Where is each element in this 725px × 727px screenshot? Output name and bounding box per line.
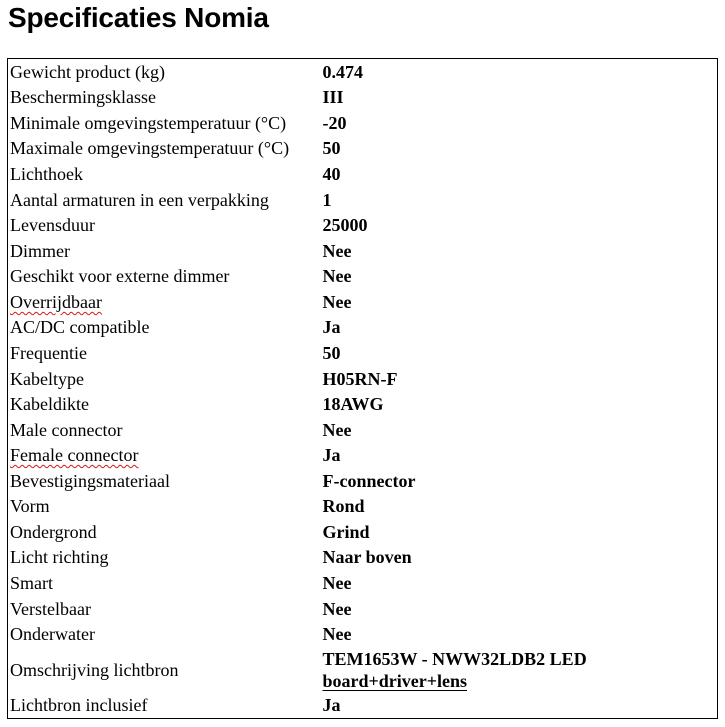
spec-label: Male connector [10, 419, 123, 440]
page-title: Specificaties Nomia [8, 2, 269, 33]
spec-value: Grind [322, 521, 370, 542]
spec-value: Nee [322, 419, 352, 440]
spec-row-shape [8, 494, 718, 520]
spec-value: 40 [322, 164, 341, 185]
spec-value-line-1: TEM1653W - NWW32LDB2 LED [322, 648, 587, 669]
spec-row-mounting-material [8, 468, 718, 494]
spec-value: 50 [322, 138, 341, 159]
spec-label: Onderwater [10, 624, 95, 645]
spec-value: Nee [322, 266, 352, 287]
spec-value: 25000 [322, 215, 368, 236]
spec-row-beam-angle [8, 161, 718, 187]
spec-label: Gewicht product (kg) [10, 61, 165, 82]
spec-row-male-connector [8, 417, 718, 443]
spec-label: Lichtbron inclusief [10, 695, 148, 716]
spec-row-min-temperature [8, 110, 718, 136]
spec-value: 50 [322, 342, 341, 363]
spec-value: Ja [322, 317, 341, 338]
spec-label: Levensduur [10, 215, 95, 236]
spec-label: Omschrijving lichtbron [10, 659, 179, 680]
spec-value: Rond [322, 496, 365, 517]
spec-label: Minimale omgevingstemperatuur (°C) [10, 112, 287, 133]
spec-label: Dimmer [10, 240, 70, 261]
spec-row-adjustable [8, 596, 718, 622]
spec-value-line-2: board+driver+lens [322, 670, 468, 691]
spec-value: Nee [322, 240, 352, 261]
spec-value: Nee [322, 598, 352, 619]
spec-value: Ja [322, 445, 341, 466]
spec-value: Ja [322, 695, 341, 716]
spec-label: Kabeldikte [10, 394, 89, 415]
spec-value: F-connector [322, 470, 416, 491]
spec-row-external-dimmer [8, 264, 718, 290]
spec-label: Female connector [10, 445, 139, 466]
spec-label: Beschermingsklasse [10, 87, 156, 108]
spec-row-weight [8, 59, 718, 85]
spec-value: III [322, 87, 344, 108]
spec-value: Nee [322, 624, 352, 645]
spec-row-fixtures-per-package [8, 187, 718, 213]
spec-row-surface [8, 519, 718, 545]
spec-label: Bevestigingsmateriaal [10, 470, 170, 491]
spec-row-cable-type [8, 366, 718, 392]
spec-label: Maximale omgevingstemperatuur (°C) [10, 138, 290, 159]
spec-label: Vorm [10, 496, 50, 517]
spec-value: 0.474 [322, 61, 363, 82]
spec-value: Naar boven [322, 547, 412, 568]
spec-value: Nee [322, 573, 352, 594]
spec-value: 1 [322, 189, 332, 210]
spec-label: Verstelbaar [10, 598, 91, 619]
spec-row-smart [8, 570, 718, 596]
spec-row-underwater [8, 621, 718, 647]
spec-row-cable-thickness [8, 391, 718, 417]
spec-row-light-direction [8, 545, 718, 571]
spec-row-max-temperature [8, 136, 718, 162]
spec-label: Smart [10, 573, 53, 594]
spec-label: Frequentie [10, 342, 87, 363]
spec-row-frequency [8, 340, 718, 366]
spec-value: H05RN-F [322, 368, 398, 389]
spec-label: AC/DC compatible [10, 317, 150, 338]
spec-row-protection-class [8, 85, 718, 111]
spec-row-drive-over [8, 289, 718, 315]
spec-row-ac-dc [8, 315, 718, 341]
spec-label: Overrijdbaar [10, 291, 102, 312]
spec-value: -20 [322, 112, 347, 133]
spec-row-light-source-description [8, 647, 718, 692]
spec-label: Aantal armaturen in een verpakking [10, 189, 269, 210]
spec-value: Nee [322, 291, 352, 312]
spec-label: Ondergrond [10, 521, 97, 542]
spec-label: Lichthoek [10, 164, 83, 185]
spec-row-light-source-included [8, 692, 718, 718]
spec-value: 18AWG [322, 394, 384, 415]
specifications-table [7, 58, 718, 719]
spec-label: Licht richting [10, 547, 109, 568]
spec-row-female-connector [8, 442, 718, 468]
spec-row-lifetime [8, 212, 718, 238]
spec-label: Kabeltype [10, 368, 84, 389]
spec-row-dimmer [8, 238, 718, 264]
spec-label: Geschikt voor externe dimmer [10, 266, 230, 287]
